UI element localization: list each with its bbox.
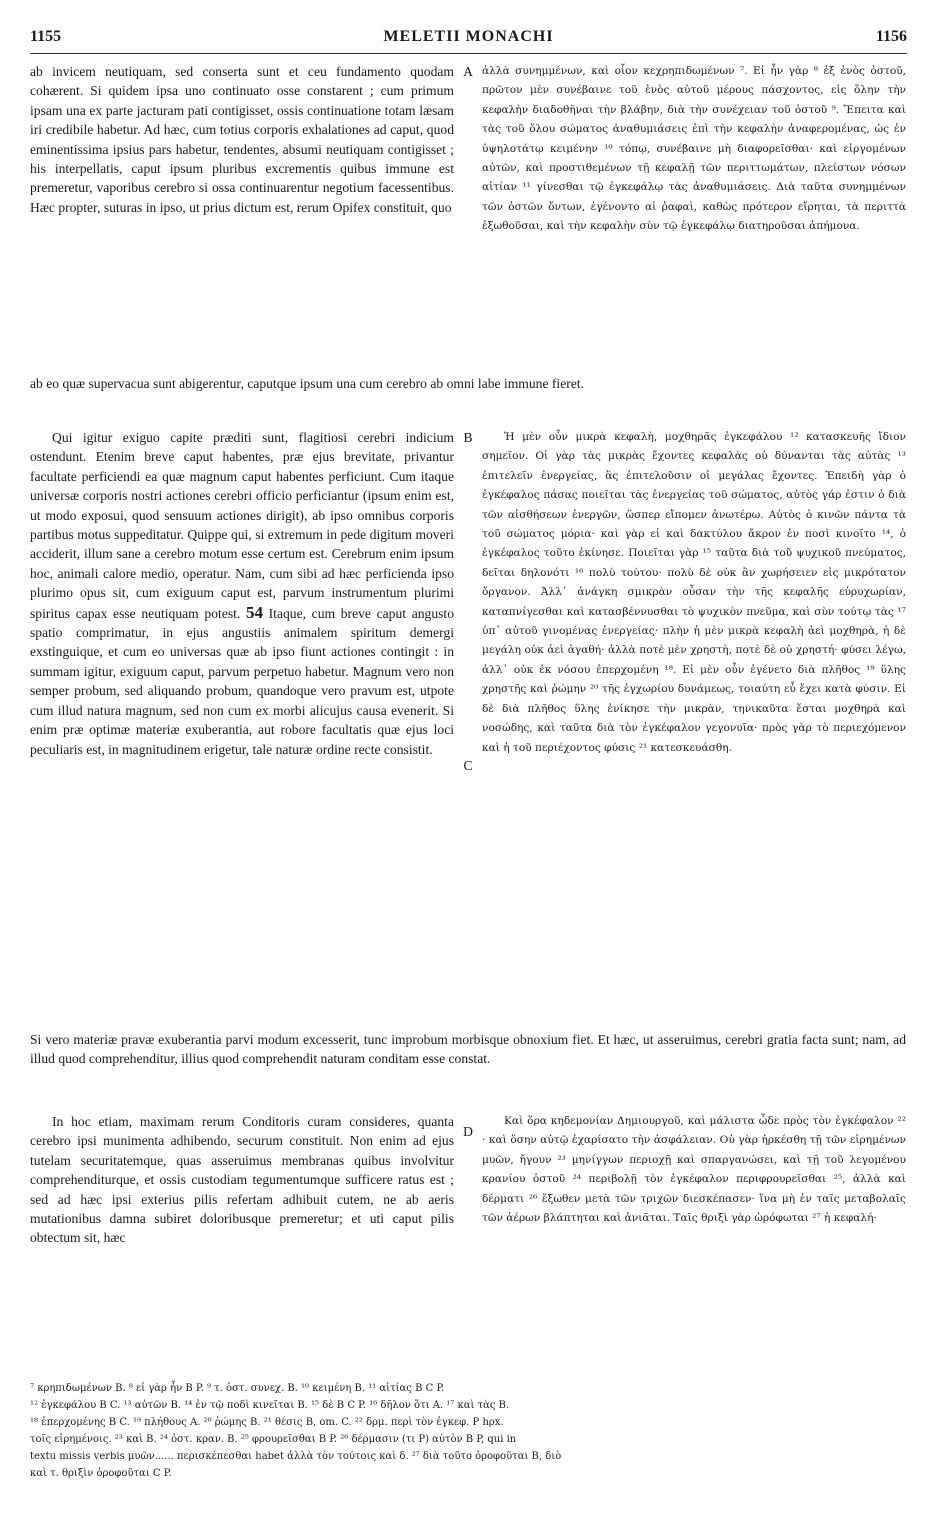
greek-column <box>482 1112 906 1342</box>
full-width-line <box>30 1030 906 1069</box>
full-width-line <box>30 374 906 393</box>
header-rule <box>30 53 907 54</box>
greek-text: Καὶ ὅρα κηδεμονίαν Δημιουργοῦ, καὶ μάλιστα ὧδε πρὸς τὸν ἐγκέφαλον ²² · καὶ ὅσην αὐτῷ ἐχαρίσατο τὴν ἀσφάλειαν. Οὐ γὰρ ἠρκέσθη τῇ τῶν εἰρημένων μυῶν, ἤγουν ²³ μηνίγγων περιοχῇ καὶ σπαργανώσει, καὶ τῇ τοῦ λεγομένου κρανίου ὀστοῦ ²⁴ περιβολῇ τὸν ἐγκέφαλον περιφρουρεῖσθαι ²⁵, ἀλλὰ καὶ δέρματι ²⁶ ἔξωθεν μετὰ τῶν τριχῶν διεσκέπασεν· ἵνα μὴ ἐν ταῖς μεταβολαῖς τῶν ἀέρων βλάπτηται καὶ ἀνιᾶται. Ταῖς θριξὶ γὰρ ὠρόφωται ²⁷ ἡ κεφαλή· <box>482 1115 906 1225</box>
footnote-line: textu missis verbis μυῶν...... περισκέπεσθαι habet ἀλλὰ τὸν τούτοις καὶ δ. ²⁷ διὰ τοῦτο ὀροφοῦται B, διὸ <box>30 1451 562 1462</box>
latin-column <box>30 428 454 1030</box>
page-number-left: 1155 <box>30 28 62 45</box>
running-header <box>30 28 907 52</box>
greek-column <box>482 62 906 374</box>
latin-text: ab invicem neutiquam, sed conserta sunt et ceu fundamento quodam cohærent. Si quidem ipsa uno continuato osse constarent ; cum primum ipsam una ex parte jacturam pati contigisset, ossis continuatione totam læsam iri credibile habetur. Ad hæc, cum totius corporis exhalationes ad caput, quod eminentissima ipsius pars habetur, tendentes, absumi neutiquam contigisset ; his interpellatis, caput ipsum pluribus excrementis quibus immune est premeretur, vaporibus cerebro si ossa continuarentur negotium facessentibus. Hæc propter, suturas in ipso, ut prius dictum est, rerum Opifex constituit, quo <box>30 64 454 215</box>
latin-column <box>30 1112 454 1342</box>
footnote-line: τοῖς εἰρημένοις. ²³ καὶ B. ²⁴ ὀστ. κραν. B. ²⁵ φρουρεῖσθαι B P. ²⁶ δέρμασιν (τι P) αὐτὸν B P, qui in <box>30 1434 517 1445</box>
section-1 <box>30 62 906 418</box>
margin-marker-a: A <box>463 64 473 79</box>
greek-text: Ἡ μὲν οὖν μικρὰ κεφαλὴ, μοχθηρᾶς ἐγκεφάλου ¹² κατασκευῆς ἴδιον σημεῖον. Οἱ γὰρ τὰς μικρὰς ἔχοντες κεφαλὰς οὐ δύνανται τὰς αὐτὰς ¹³ ἐπιτελεῖν ἐνεργείας, ἃς ἐπιτελοῦσιν οἱ μεγάλας ἔχοντες. Ἐπειδὴ γὰρ ὁ ἐγκέφαλος πάσας ποιεῖται τὰς ἐνεργείας τοῦ σώματος, αὐτὸς γάρ ἐστιν ὁ διὰ τῶν αἰσθήσεων ἐνεργῶν, ὥσπερ εἴπομεν ἀνωτέρω. Αὐτὸς ὁ κινῶν πάντα τὰ τοῦ σώματος μόρια· καὶ γὰρ εἰ καὶ δακτύλου ἄκρον ἐν ποσὶ κινοῖτο ¹⁴, ὁ ἐγκέφαλος τοῦτο ἐκίνησε. Ποιεῖται γὰρ ¹⁵ ταῦτα διὰ τοῦ ψυχικοῦ πνεύματος, δεῖται δηλονότι ¹⁶ πολὺ τούτου· πολὺ δὲ οὐκ ἂν χωρήσειεν εἰς μικρότατον ὄργανον. Ἀλλ᾽ ἀνάγκη σμικρὰν οὖσαν τὴν τῆς κεφαλῆς εὐρυχωρίαν, καταπνίγεσθαι καὶ κατασβέννυσθαι τὸ ψυχικὸν πνεῦμα, καὶ σὺν τούτῳ τὰς ¹⁷ ὑπ᾽ αὐτοῦ γινομένας ἐνεργείας· πλὴν ἡ μὲν μικρὰ κεφαλὴ ἀεὶ μοχθηρὰ, ἡ δὲ μεγάλη οὐκ ἀεὶ ἀγαθή· ἀλλὰ ποτὲ μὲν χρηστὴ, ποτὲ δὲ οὐ χρηστή· φύσει λέγω, ἀλλ᾽ οὐκ ἐκ νόσου ἐπερχομένη ¹⁸. Εἰ μὲν οὖν ἐγένετο διὰ πλῆθος ¹⁹ ὕλης χρηστῆς καὶ ῥώμην ²⁰ τῆς ἐγχωρίου δυνάμεως, τοιαύτη εὖ ἔχει κατὰ φύσιν. Εἰ δὲ διὰ πλῆθος ὕλης ἐνίκησε τὴν μικρὰν, τηνικαῦτα ἔσται μοχθηρὰ καὶ νοσώδης, καὶ ταῦτα διὰ τὸν ἐγκέφαλον γεγονυῖα· πρὸς γὰρ τὸ περιεχόμενον καὶ ἡ τοῦ περιέχοντος φύσις ²¹ κατεσκευάσθη. <box>482 431 906 754</box>
latin-text: Itaque, cum breve caput angusto spatio comprimatur, in ejus angustiis animalem spiritum demergi exstinguique, et cum eo universas quæ ab ipso fiunt actiones contingit : in summam igitur, exiguum caput, parvum perpetuo habetur. Magnum vero non semper probum, sed aliquando probum, quandoque vero pravum est, utpote cum illud natura magnum, sed non cum ex morbi alicujus causa evenerit. Si enim præ optimæ materiæ exuberantia, aut robore facultatis quæ ejus loci peculiaris est, in magnitudinem erigetur, tale naturæ ordine recte consistit. <box>30 605 454 757</box>
greek-column <box>482 428 906 1030</box>
latin-continuation: Si vero materiæ pravæ exuberantia parvi modum excesserit, tunc improbum morbisque obnoxium <box>30 1032 569 1047</box>
page-number-right: 1156 <box>875 28 907 45</box>
latin-continuation: quod comprehendit naturam conditam esse constat. <box>211 1051 491 1067</box>
latin-text: Qui igitur exiguo capite præditi sunt, flagitiosi cerebri indicium ostendunt. Etenim breve caput habentes, præ ejus brevitate, privantur facultate perficiendi ea quæ magnum caput habentes perficiunt. Cum itaque universæ corporis nostri actiones cerebri officio perficiantur (ipsum enim est, ut modo exposui, quod sensuum actiones dirigit), ab ipso omnibus corporis partibus motus suppeditatur. Quippe qui, si extremum in pede digitum moveri acciderit, illum sane a cerebro motum esse certum est. Cerebrum enim ipsum hoc, animali calore medio, operatur. Nam, cum sibi ad hæc perficienda ipso plurimo opus sit, cum exiguum caput est, parvum instrumentum plurimi spiritus capax esse neutiquam potest. <box>30 430 454 621</box>
section-2 <box>30 428 906 1102</box>
footnote-line: ¹⁸ ἐπερχομένης B C. ¹⁹ πλήθους A. ²⁰ ῥώμης B. ²¹ θέσις B, om. C. ²² δρμ. περὶ τὸν ἐγκεφ. P hρx. <box>30 1417 504 1428</box>
greek-text: ἀλλὰ συνημμένων, καὶ οἷον κεχρηπιδωμένων ⁷. Εἰ ἦν γὰρ ⁸ ἐξ ἑνὸς ὀστοῦ, πρῶτον μὲν συνέβαινε τοῦ ἑνὸς αὐτοῦ μέρους πάσχοντος, εἰς ὅλην τὴν κεφαλὴν διαδοθῆναι τὴν βλάβην, διὰ τὴν συνέχειαν τοῦ ὀστοῦ ⁹. Ἔπειτα καὶ τὰς τοῦ ὅλου σώματος ἀναθυμιάσεις ἐπὶ τὴν κεφαλὴν ἀναφερομένας, ὡς ἐν ὑψηλοτάτῳ κειμένην ¹⁰ τόπῳ, συνέβαινε μὴ διαφορεῖσθαι· καὶ εἰργομένων αὐτῶν, καὶ προστιθεμένων τῇ κεφαλῇ τῶν περιττωμάτων, πλείστων νόσων αἰτίαν ¹¹ γίνεσθαι τῷ ἐγκεφάλῳ τὰς ἀναθυμιάσεις. Διὰ ταῦτα συνημμένων τῶν ὀστῶν ὄντων, ἐγένοντο αἱ ῥαφαὶ, καθὼς πρότερον εἴρηται, τὰ περιττὰ ἐξωθοῦσαι, καὶ τὴν κεφαλὴν σὺν τῷ ἐγκεφάλῳ διατηροῦσαι ἀπήμονα. <box>482 65 906 233</box>
latin-continuation: ipsum una cum cerebro ab omni labe immune fieret. <box>299 376 584 391</box>
section-3 <box>30 1112 906 1342</box>
margin-marker-c: C <box>463 758 473 773</box>
footnote-line: ⁷ κρηπιδωμένων B. ⁸ εἰ γὰρ ἦν B P. ⁹ τ. ὀστ. συνεχ. B. ¹⁰ κειμένη B. ¹¹ αἰτίας B C P. <box>30 1383 445 1394</box>
latin-text: In hoc etiam, maximam rerum Conditoris curam consideres, quanta cerebro ipsi munimenta adhibendo, securum constituit. Non enim ad ejus tutelam securitatemque, quas asseruimus membranas quibus involvitur comprehenditurque, et ossis custodiam tegumentumque sufficere ratus est ; sed ad hæc ipsi exterius pilis refertam adhibuit cutem, ne ab aeris mutationibus damna subiret doloribusque premeretur; et uti caput pilis obtectum sit, hæc <box>30 1114 454 1246</box>
latin-continuation: ab eo quæ supervacua sunt abigerentur, caputque <box>30 376 297 391</box>
latin-column <box>30 62 454 374</box>
footnotes <box>30 1380 906 1482</box>
column-number: 54 <box>245 602 263 622</box>
latin-continuation: fiet. Et hæc, ut asseruimus, cerebri gratia facta sunt; nam, ad illud quod comprehenditur, illius <box>30 1032 907 1067</box>
margin-marker-b: B <box>463 430 473 445</box>
footnote-line: καὶ τ. θριξὶν ὀροφοῦται C P. <box>30 1468 172 1479</box>
running-title: MELETII MONACHI <box>383 28 554 45</box>
margin-marker-d: D <box>463 1124 473 1139</box>
footnote-line: ¹² ἐγκεφάλου B C. ¹³ αὐτῶν B. ¹⁴ ἐν τῷ ποδὶ κινεῖται B. ¹⁵ δὲ B C P. ¹⁶ δῆλον ὅτι A. ¹⁷ καὶ τὰς B. <box>30 1400 510 1411</box>
